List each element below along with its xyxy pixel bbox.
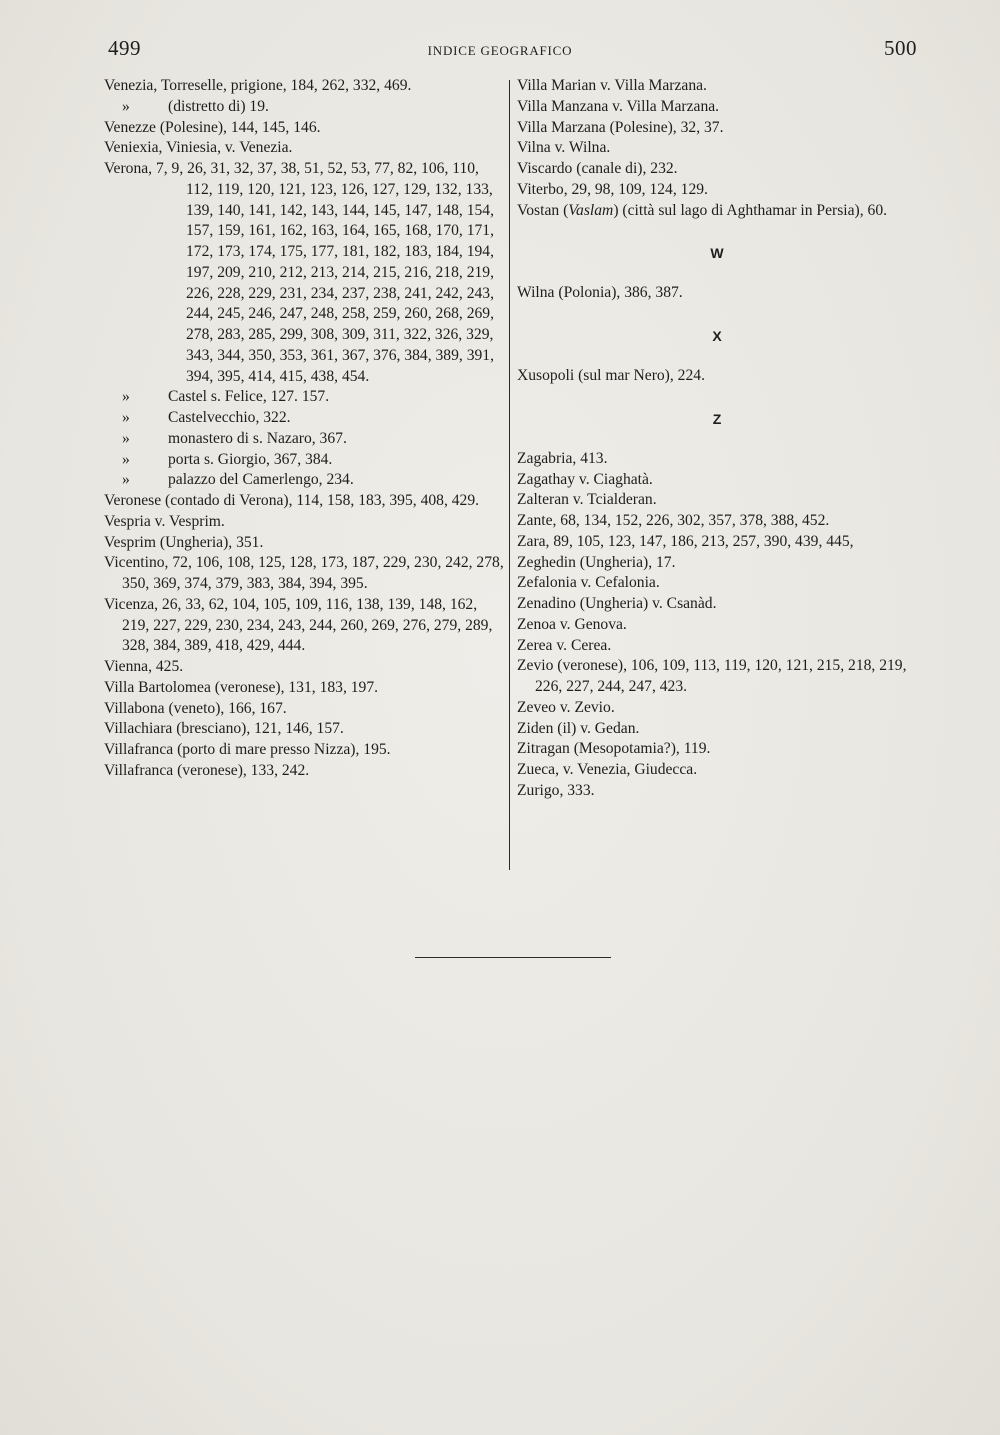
index-entry: Zara, 89, 105, 123, 147, 186, 213, 257, 390, 439, 445, [517, 532, 854, 550]
entry-italic-text: Vaslam [568, 201, 614, 219]
index-subentry [104, 429, 504, 450]
ditto-mark: » [122, 97, 130, 115]
index-entry: Villa Bartolomea (veronese), 131, 183, 197. [104, 678, 379, 696]
index-entry: Villa Marzana (Polesine), 32, 37. [517, 118, 724, 136]
index-entry: Viterbo, 29, 98, 109, 124, 129. [517, 180, 708, 198]
ditto-mark: » [122, 388, 130, 406]
index-entry: Verona, 7, 9, 26, 31, 32, 37, 38, 51, 52, 53, 77, 82, 106, 110, 112, 119, 120, 121, 123, 126, 127, 129, 132, 133, 139, 140, 141, 142, 143, 144, 145, 147, 148, 154, 157, 159, 161, 162, 163, 164, 165, 168, 170, 171, 172, 173, 174, 175, 177, 181, 182, 183, 184, 194, 197, 209, 210, 212, 213, 214, 215, 216, 218, 219, 226, 228, 229, 231, 234, 237, 238, 241, 242, 243, 244, 245, 246, 247, 248, 258, 259, 260, 268, 269, 278, 283, 285, 299, 308, 309, 311, 322, 326, 329, 343, 344, 350, 353, 361, 367, 376, 384, 389, 391, 394, 395, 414, 415, 438, 454. [104, 160, 494, 385]
index-column-left [104, 76, 504, 782]
index-entry: Vicentino, 72, 106, 108, 125, 128, 173, 187, 229, 230, 242, 278, 350, 369, 374, 379, 383, 384, 394, 395. [104, 554, 504, 592]
index-entry: Villafranca (porto di mare presso Nizza), 195. [104, 741, 391, 758]
index-entry: Zenoa v. Genova. [517, 615, 627, 633]
index-entry: Zagabria, 413. [517, 449, 608, 467]
column-divider [509, 80, 510, 870]
index-entry: Xusopoli (sul mar Nero), 224. [517, 367, 705, 384]
subentry-text: monastero di s. Nazaro, 367. [168, 429, 347, 447]
page-number-left: 499 [108, 36, 141, 60]
subentry-text: (distretto di) 19. [168, 97, 269, 115]
subentry-text: Castelvecchio, 322. [168, 409, 291, 426]
ditto-mark: » [122, 409, 130, 426]
index-entry: Zurigo, 333. [517, 781, 595, 799]
entry-text: ) (città sul lago di Aghthamar in Persia), 60. [613, 201, 888, 219]
section-letter: Z [712, 410, 722, 427]
index-entry: Zefalonia v. Cefalonia. [517, 574, 660, 592]
index-entry: Vienna, 425. [104, 658, 184, 675]
index-entry: Venezze (Polesine), 144, 145, 146. [104, 118, 321, 136]
section-letter: X [712, 328, 722, 344]
index-entry: Vilna v. Wilna. [517, 139, 611, 157]
ditto-mark: » [122, 471, 130, 489]
index-entry: Ziden (il) v. Gedan. [517, 719, 640, 737]
index-entry: Veronese (contado di Verona), 114, 158, 183, 395, 408, 429. [104, 492, 480, 509]
index-entry: Zueca, v. Venezia, Giudecca. [517, 761, 698, 778]
index-entry: Zagathay v. Ciaghatà. [517, 470, 653, 488]
index-entry: Zeghedin (Ungheria), 17. [517, 553, 676, 571]
page-number-right: 500 [884, 36, 917, 60]
entry-text: Vostan ( [517, 201, 569, 219]
index-entry: Veniexia, Viniesia, v. Venezia. [104, 139, 293, 157]
index-column-right [517, 76, 917, 802]
index-subentry [104, 408, 504, 429]
index-entry: Zalteran v. Tcialderan. [517, 491, 657, 509]
index-entry: Villachiara (bresciano), 121, 146, 157. [104, 720, 344, 738]
running-title: INDICE GEOGRAFICO [427, 43, 573, 58]
index-entry: Zante, 68, 134, 152, 226, 302, 357, 378, 388, 452. [517, 512, 830, 529]
index-entry [517, 201, 917, 222]
index-entry: Viscardo (canale di), 232. [517, 160, 678, 177]
index-subentry [104, 450, 504, 471]
index-entry: Venezia, Torreselle, prigione, 184, 262, 332, 469. [104, 77, 412, 94]
index-entry: Villa Marian v. Villa Marzana. [517, 77, 707, 94]
index-entry: Vesprim (Ungheria), 351. [104, 533, 264, 551]
index-entry: Vicenza, 26, 33, 62, 104, 105, 109, 116, 138, 139, 148, 162, 219, 227, 229, 230, 234, 243, 244, 260, 269, 276, 279, 289, 328, 384, 389, 418, 429, 444. [104, 595, 493, 655]
index-entry: Zeveo v. Zevio. [517, 698, 615, 716]
index-subentry [104, 97, 504, 118]
index-entry: Zitragan (Mesopotamia?), 119. [517, 740, 711, 758]
ditto-mark: » [122, 450, 130, 468]
index-entry: Wilna (Polonia), 386, 387. [517, 284, 683, 302]
index-entry: Zenadino (Ungheria) v. Csanàd. [517, 595, 717, 612]
end-rule [415, 957, 611, 958]
index-subentry [104, 470, 504, 491]
index-entry: Villafranca (veronese), 133, 242. [104, 761, 310, 779]
index-entry: Villa Manzana v. Villa Marzana. [517, 97, 720, 115]
subentry-text: porta s. Giorgio, 367, 384. [168, 450, 333, 468]
index-entry: Villabona (veneto), 166, 167. [104, 699, 287, 717]
ditto-mark: » [122, 429, 130, 447]
subentry-text: palazzo del Camerlengo, 234. [168, 471, 354, 489]
index-entry: Vespria v. Vesprim. [104, 512, 225, 530]
subentry-text: Castel s. Felice, 127. 157. [168, 388, 330, 406]
index-entry: Zevio (veronese), 106, 109, 113, 119, 120, 121, 215, 218, 219, 226, 227, 244, 247, 423. [517, 657, 907, 695]
index-entry: Zerea v. Cerea. [517, 636, 612, 654]
section-letter: W [710, 245, 724, 262]
index-subentry [104, 387, 504, 408]
